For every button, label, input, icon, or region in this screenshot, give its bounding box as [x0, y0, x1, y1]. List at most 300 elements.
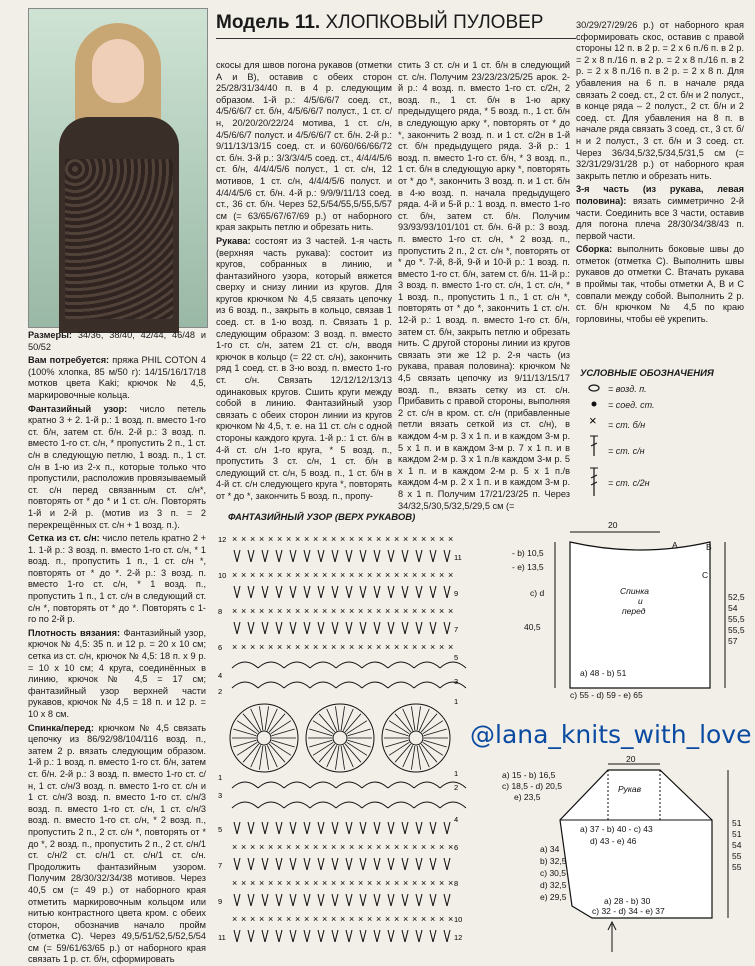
chart-dc-row — [346, 550, 349, 562]
chart-dc-row — [402, 858, 405, 870]
chart-dc-row — [293, 622, 296, 634]
chart-dc-row — [349, 622, 352, 634]
chart-dc-row — [279, 894, 282, 906]
sleeve-right-5: 55 — [732, 862, 742, 872]
chart-arch — [440, 682, 466, 688]
chart-dc-row — [388, 822, 391, 834]
chart-dc-row — [262, 930, 265, 942]
chart-sc-row: × — [385, 534, 391, 544]
chart-sc-row: × — [430, 606, 436, 616]
treble-crochet-symbol-icon — [590, 468, 598, 496]
chart-dc-row — [262, 894, 265, 906]
chart-dc-row — [430, 586, 433, 598]
chart-arch — [232, 662, 258, 668]
chart-dc-row — [430, 894, 433, 906]
chart-motif-spoke — [272, 729, 295, 736]
chart-sc-row: × — [358, 878, 364, 888]
chart-dc-row — [360, 622, 363, 634]
chart-dc-row — [433, 550, 436, 562]
chart-dc-row — [363, 622, 366, 634]
chart-dc-row — [290, 550, 293, 562]
chart-dc-row — [321, 930, 324, 942]
chart-sc-row: × — [268, 842, 274, 852]
chart-motif-spoke — [272, 740, 295, 747]
chart-dc-row — [349, 858, 352, 870]
chart-dc-row — [276, 894, 279, 906]
chart-dc-row — [363, 550, 366, 562]
chart-dc-row — [293, 858, 296, 870]
chart-dc-row — [346, 894, 349, 906]
chart-dc-row — [262, 586, 265, 598]
chart-arch — [284, 662, 310, 668]
chart-sc-row: × — [376, 878, 382, 888]
chart-sc-row: × — [412, 606, 418, 616]
chart-motif-center — [333, 731, 347, 745]
legend-dc: = ст. с/н — [608, 446, 645, 456]
chart-dc-row — [237, 622, 240, 634]
chart-motif-spoke — [424, 729, 447, 736]
chart-dc-row — [335, 550, 338, 562]
chart-arch — [414, 662, 440, 668]
shaping-text: 30/29/27/29/26 р.) от наборного края сформировать скос, оставив с правой стороны 12 п. в 2 р. = 2 х 6 п./6 п. в 2 р. = 2 х 8 п./16 п. в 2 р. = 2 х 8 п./16 п. в 2 р. = 2 х 8 п./16 п. в 2 р. = 2 х 8 п. Для убавления на 6 п. в начале ряда связать 2 соед. ст., 2 ст. б/н и 2 полуст., в конце ряда – 2 полуст., 2 ст. б/н и 2 соед. ст. Для убавления на 8 п. в начале ряда связать 3 соед. ст., 3 ст. б/н и 2 полуст., 3 ст. б/н и 3 соед. ст. Через 36/34,5/32,5/34,5/31,5 см (= 32/31/29/31/28 р.) от наборного края закрыть петлю и обрезать нить. — [576, 20, 744, 181]
chart-sc-row: × — [286, 642, 292, 652]
chart-dc-row — [391, 586, 394, 598]
chart-dc-row — [321, 586, 324, 598]
chart-dc-row — [346, 622, 349, 634]
chart-row-number-right: 5 — [454, 653, 459, 662]
legend-tr: = ст. с/2н — [608, 478, 650, 488]
direction-arrow-icon — [608, 922, 616, 952]
chart-dc-row — [444, 586, 447, 598]
sleeve-left-1: a) 15 - b) 16,5 — [502, 770, 556, 780]
chart-dc-row — [304, 550, 307, 562]
chart-sc-row: × — [412, 534, 418, 544]
sleeve-len-a: a) 34 — [540, 844, 560, 854]
sleeve-len-e: e) 29,5 — [540, 892, 567, 902]
chart-sc-row: × — [376, 914, 382, 924]
chart-dc-row — [265, 586, 268, 598]
chart-sc-row: × — [277, 570, 283, 580]
chart-dc-row — [346, 858, 349, 870]
chart-sc-row: × — [349, 642, 355, 652]
chart-sc-row: × — [412, 878, 418, 888]
chart-sc-row: × — [448, 642, 454, 652]
chart-row-number-left: 9 — [218, 897, 223, 906]
chart-row-number-left: 3 — [218, 791, 223, 800]
body-right-1: 52,5 — [728, 592, 745, 602]
single-crochet-symbol-icon: × — [589, 413, 597, 428]
chart-motif-spoke — [309, 729, 332, 736]
chart-motif-spoke — [233, 740, 256, 747]
chart-row-number-right: 1 — [454, 697, 459, 706]
chart-sc-row: × — [340, 914, 346, 924]
chart-dc-row — [276, 822, 279, 834]
chart-dc-row — [290, 622, 293, 634]
chart-dc-row — [391, 550, 394, 562]
chart-sc-row: × — [277, 878, 283, 888]
materials-label: Вам потребуется: — [28, 355, 110, 366]
chart-sc-row: × — [232, 534, 238, 544]
chart-dc-row — [251, 930, 254, 942]
chart-dc-row — [279, 550, 282, 562]
chart-motif-spoke — [259, 746, 262, 770]
chart-dc-row — [447, 930, 450, 942]
chart-dc-row — [391, 894, 394, 906]
chart-dc-row — [251, 858, 254, 870]
chart-sc-row: × — [439, 570, 445, 580]
photo-face — [92, 39, 144, 103]
chart-sc-row: × — [286, 534, 292, 544]
chart-dc-row — [234, 622, 237, 634]
chart-arch — [336, 782, 362, 788]
chart-sc-row: × — [250, 570, 256, 580]
chart-dc-row — [318, 858, 321, 870]
chart-arch — [232, 682, 258, 688]
chart-dc-row — [363, 858, 366, 870]
chart-dc-row — [374, 586, 377, 598]
chart-sc-row: × — [367, 606, 373, 616]
chart-dc-row — [290, 858, 293, 870]
chart-sc-row: × — [295, 842, 301, 852]
chart-dc-row — [321, 622, 324, 634]
chart-dc-row — [290, 930, 293, 942]
chart-sc-row: × — [259, 842, 265, 852]
chart-dc-row — [290, 586, 293, 598]
chart-dc-row — [234, 550, 237, 562]
chart-dc-row — [276, 858, 279, 870]
chart-dc-row — [402, 894, 405, 906]
chart-dc-row — [279, 930, 282, 942]
chart-motif-spoke — [265, 706, 268, 730]
chart-sc-row: × — [403, 570, 409, 580]
text-column-4 — [576, 20, 744, 362]
chart-row-number-right: 6 — [454, 843, 459, 852]
chart-sc-row: × — [367, 570, 373, 580]
chart-dc-row — [388, 586, 391, 598]
chart-sc-row: × — [322, 606, 328, 616]
chart-dc-row — [262, 550, 265, 562]
chart-row-number-right: 9 — [454, 589, 459, 598]
chart-sc-row: × — [448, 534, 454, 544]
chart-dc-row — [377, 858, 380, 870]
chart-dc-row — [276, 586, 279, 598]
chart-row-number-left: 4 — [218, 671, 223, 680]
chart-row-number-left: 2 — [218, 687, 223, 696]
chart-dc-row — [248, 822, 251, 834]
chart-motif-spoke — [341, 746, 344, 770]
chart-arch — [232, 802, 258, 808]
chart-dc-row — [391, 822, 394, 834]
chart-dc-row — [430, 858, 433, 870]
sleeve-len-d: d) 32,5 — [540, 880, 567, 890]
chart-row-number-right: 12 — [454, 933, 463, 942]
chart-dc-row — [318, 586, 321, 598]
chart-sc-row: × — [241, 642, 247, 652]
chart-dc-row — [262, 858, 265, 870]
chart-sc-row: × — [403, 842, 409, 852]
chart-dc-row — [290, 894, 293, 906]
chart-sc-row: × — [430, 570, 436, 580]
chart-dc-row — [248, 858, 251, 870]
chart-motif-spoke — [411, 746, 414, 770]
chart-arch — [284, 802, 310, 808]
chart-row-number-right: 11 — [454, 553, 462, 562]
chart-dc-row — [304, 858, 307, 870]
chart-sc-row: × — [259, 534, 265, 544]
chart-row-number-left: 5 — [218, 825, 223, 834]
chart-dc-row — [447, 858, 450, 870]
symbol-legend — [580, 368, 740, 508]
chart-sc-row: × — [241, 878, 247, 888]
chart-dc-row — [416, 858, 419, 870]
chart-dc-row — [332, 858, 335, 870]
chart-arch — [362, 782, 388, 788]
chart-sc-row: × — [394, 534, 400, 544]
chart-arch — [336, 682, 362, 688]
chart-dc-row — [279, 586, 282, 598]
chart-dc-row — [433, 586, 436, 598]
chart-sc-row: × — [277, 606, 283, 616]
chart-dc-row — [265, 550, 268, 562]
chart-arch — [258, 782, 284, 788]
chart-dc-row — [349, 586, 352, 598]
chart-dc-row — [360, 930, 363, 942]
photo-lace-pattern — [65, 159, 173, 319]
chart-dc-row — [321, 858, 324, 870]
chart-dc-row — [262, 822, 265, 834]
chart-sc-row: × — [304, 570, 310, 580]
chart-sc-row: × — [421, 534, 427, 544]
chart-motif-spoke — [233, 729, 256, 736]
chart-sc-row: × — [268, 878, 274, 888]
body-right-3: 55,5 — [728, 614, 745, 624]
chart-motif-spoke — [335, 746, 338, 770]
chart-dc-row — [335, 930, 338, 942]
chart-dc-row — [318, 822, 321, 834]
chart-sc-row: × — [250, 878, 256, 888]
chart-dc-row — [265, 930, 268, 942]
sleeve-right-3: 54 — [732, 840, 742, 850]
chart-motif-spoke — [424, 740, 447, 747]
chart-sc-row: × — [385, 842, 391, 852]
chart-dc-row — [405, 586, 408, 598]
chart-motif-spoke — [335, 706, 338, 730]
chain-symbol-icon — [589, 385, 599, 391]
chart-sc-row: × — [376, 642, 382, 652]
body-bottom-2: c) 55 - d) 59 - e) 65 — [570, 690, 643, 700]
chart-dc-row — [377, 550, 380, 562]
chart-sc-row: × — [277, 534, 283, 544]
chart-dc-row — [416, 822, 419, 834]
chart-title: ФАНТАЗИЙНЫЙ УЗОР (ВЕРХ РУКАВОВ) — [228, 512, 416, 523]
chart-dc-row — [335, 894, 338, 906]
chart-sc-row: × — [421, 878, 427, 888]
body-cd-label: c) d — [530, 588, 545, 598]
chart-sc-row: × — [304, 914, 310, 924]
chart-arch — [388, 662, 414, 668]
chart-dc-row — [307, 586, 310, 598]
chart-dc-row — [307, 550, 310, 562]
chart-sc-row: × — [439, 534, 445, 544]
chart-motif-spoke — [341, 706, 344, 730]
chart-dc-row — [433, 930, 436, 942]
chart-dc-row — [279, 822, 282, 834]
chart-sc-row: × — [448, 842, 454, 852]
chart-sc-row: × — [277, 842, 283, 852]
sleeve-right-4: 55 — [732, 851, 742, 861]
chart-dc-row — [433, 822, 436, 834]
chart-dc-row — [416, 622, 419, 634]
chart-dc-row — [293, 822, 296, 834]
chart-arch — [414, 682, 440, 688]
chart-dc-row — [335, 586, 338, 598]
chart-dc-row — [265, 858, 268, 870]
materials-text: пряжа PHIL COTON 4 (100% хлопка, 85 м/50 г): 14/15/16/17/18 мотков цвета Kaki; крючок № 4,5, маркировочные кольца. — [28, 355, 206, 400]
slip-stitch-symbol-icon — [592, 402, 597, 407]
chart-sc-row: × — [448, 606, 454, 616]
shoulder-text: скосы для швов погона рукавов (отметки А и В), оставив с обеих сторон 25/28/31/34/40 п. в 4 р. следующим образом. 1-й р.: 4/5/6/6/7 соед. ст., 4/5/6/6/7 ст. б/н, 4/5/6/6/7 полуст., 1 ст. с/н, 20/20/20/22/24 мотива, 1 ст. с/н, 4/5/6/6/7 полуст. и 4/5/6/6/7 ст. б/н. 2-й р.: 9/11/13/13/15 соед. ст. и 60/60/66/66/72 ст. б/н. 3-й р.: 3/3/3/4/5 соед. ст., 4/4/4/5/6 ст. б/н, 4/4/4/5/6 полуст., 1 ст. с/н, 12 мотивов, 1 ст. с/н, 4/4/4/5/6 полуст. и 4/4/4/5/6 ст. б/н. 4-й р.: 9/9/9/11/13 соед. ст., 36 ст. б/н. Через 52,5/54/55,5/55,5/57 см (= 63/65/67/67/69 р.) от наборного края закрыть петлю и обрезать нить. — [216, 60, 392, 233]
chart-sc-row: × — [331, 842, 337, 852]
chart-sc-row: × — [268, 606, 274, 616]
chart-dc-row — [276, 550, 279, 562]
chart-sc-row: × — [313, 570, 319, 580]
chart-sc-row: × — [340, 606, 346, 616]
chart-sc-row: × — [331, 914, 337, 924]
chart-dc-row — [402, 550, 405, 562]
chart-dc-row — [360, 586, 363, 598]
chart-dc-row — [332, 822, 335, 834]
chart-dc-row — [377, 930, 380, 942]
net-stitch-text: число петель кратно 2 + 1. 1-й р.: 3 возд. п. вместо 1-го ст. с/н, * 1 возд. п., пропустить 1 п., 1 ст. с/н *, повторять от * до *. 2-й р.: 3 возд. п. вместо 1-го ст. с/н, * 1 возд. п., пропустить 1 п., 1 ст. с/н в следующий ст. с/н *, повторять от * до *. Повторять с 1-го по 2-й р. — [28, 533, 206, 625]
chart-arch — [258, 662, 284, 668]
chart-dc-row — [304, 930, 307, 942]
body-neck-width: 20 — [608, 520, 618, 530]
mark-b: B — [706, 542, 712, 552]
chart-sc-row: × — [412, 842, 418, 852]
chart-dc-row — [234, 894, 237, 906]
chart-dc-row — [391, 622, 394, 634]
chart-dc-row — [402, 622, 405, 634]
chart-dc-row — [279, 858, 282, 870]
assembly-text: выполнить боковые швы до отметок (отметка С). Выполнить швы рукавов до отметки С. Втачать рукава в проймы так, чтобы отметки А, В и С совпали между собой. Выполнить 2 р. ст. б/н крючком № 4,5 по краю горловины, чтобы её укрепить. — [576, 244, 744, 324]
chart-dc-row — [377, 586, 380, 598]
chart-dc-row — [304, 586, 307, 598]
chart-sc-row: × — [331, 570, 337, 580]
page-title — [216, 12, 576, 39]
chart-dc-row — [360, 858, 363, 870]
chart-sc-row: × — [250, 606, 256, 616]
chart-arch — [440, 802, 466, 808]
chart-dc-row — [388, 550, 391, 562]
chart-arch — [440, 782, 466, 788]
part3-label: 3-я часть (из рукава, левая половина): — [576, 184, 744, 206]
body-b-val: - b) 10,5 — [512, 548, 544, 558]
chart-dc-row — [405, 550, 408, 562]
chart-dc-row — [430, 550, 433, 562]
chart-dc-row — [405, 894, 408, 906]
watermark: @lana_knits_with_love — [470, 720, 752, 749]
chart-dc-row — [262, 622, 265, 634]
chart-dc-row — [430, 930, 433, 942]
chart-row-number-right: 4 — [454, 815, 459, 824]
chart-sc-row: × — [430, 914, 436, 924]
chart-sc-row: × — [349, 878, 355, 888]
chart-dc-row — [237, 930, 240, 942]
chart-sc-row: × — [331, 606, 337, 616]
chart-dc-row — [279, 622, 282, 634]
chart-sc-row: × — [232, 642, 238, 652]
chart-sc-row: × — [430, 642, 436, 652]
chart-sc-row: × — [232, 842, 238, 852]
chart-dc-row — [374, 822, 377, 834]
chart-sc-row: × — [322, 570, 328, 580]
chart-sc-row: × — [340, 642, 346, 652]
chart-sc-row: × — [286, 878, 292, 888]
chart-dc-row — [419, 822, 422, 834]
chart-dc-row — [419, 930, 422, 942]
chart-sc-row: × — [439, 842, 445, 852]
chart-sc-row: × — [259, 606, 265, 616]
chart-dc-row — [433, 894, 436, 906]
chart-dc-row — [349, 930, 352, 942]
chart-sc-row: × — [412, 914, 418, 924]
chart-motif-spoke — [385, 740, 408, 747]
chart-dc-row — [416, 930, 419, 942]
chart-sc-row: × — [385, 642, 391, 652]
chart-motif-spoke — [327, 745, 337, 767]
chart-sc-row: × — [241, 842, 247, 852]
sleeve-label: Рукав — [618, 784, 642, 794]
text-column-2 — [216, 60, 392, 502]
sleeve-left-2: c) 18,5 - d) 20,5 — [502, 781, 563, 791]
sleeve-bottom-1: a) 28 - b) 30 — [604, 896, 651, 906]
chart-sc-row: × — [412, 642, 418, 652]
chart-arch — [232, 782, 258, 788]
chart-row-number-left: 12 — [218, 535, 227, 544]
chart-dc-row — [433, 858, 436, 870]
chart-dc-row — [332, 586, 335, 598]
sleeve-top-width: 20 — [626, 754, 636, 764]
chart-dc-row — [237, 586, 240, 598]
chart-motif-spoke — [348, 740, 371, 747]
chart-sc-row: × — [295, 642, 301, 652]
chart-dc-row — [405, 622, 408, 634]
chart-sc-row: × — [340, 878, 346, 888]
chart-sc-row: × — [358, 914, 364, 924]
chart-dc-row — [444, 622, 447, 634]
chart-motif-center — [257, 731, 271, 745]
body-schematic — [510, 518, 750, 704]
chart-dc-row — [251, 622, 254, 634]
body-right-2: 54 — [728, 603, 738, 613]
chart-sc-row: × — [448, 570, 454, 580]
chart-dc-row — [248, 894, 251, 906]
body-right-4: 55,5 — [728, 625, 745, 635]
chart-sc-row: × — [241, 534, 247, 544]
chart-dc-row — [430, 622, 433, 634]
chart-arch — [336, 802, 362, 808]
body-bottom-1: a) 48 - b) 51 — [580, 668, 627, 678]
chart-sc-row: × — [349, 842, 355, 852]
chart-dc-row — [430, 822, 433, 834]
chart-sc-row: × — [421, 606, 427, 616]
legend-slip: = соед. ст. — [608, 400, 655, 410]
chart-dc-row — [363, 894, 366, 906]
chart-motif-circles — [230, 704, 450, 772]
chart-sc-row: × — [331, 642, 337, 652]
model-photo — [28, 8, 208, 328]
chart-sc-row: × — [259, 642, 265, 652]
